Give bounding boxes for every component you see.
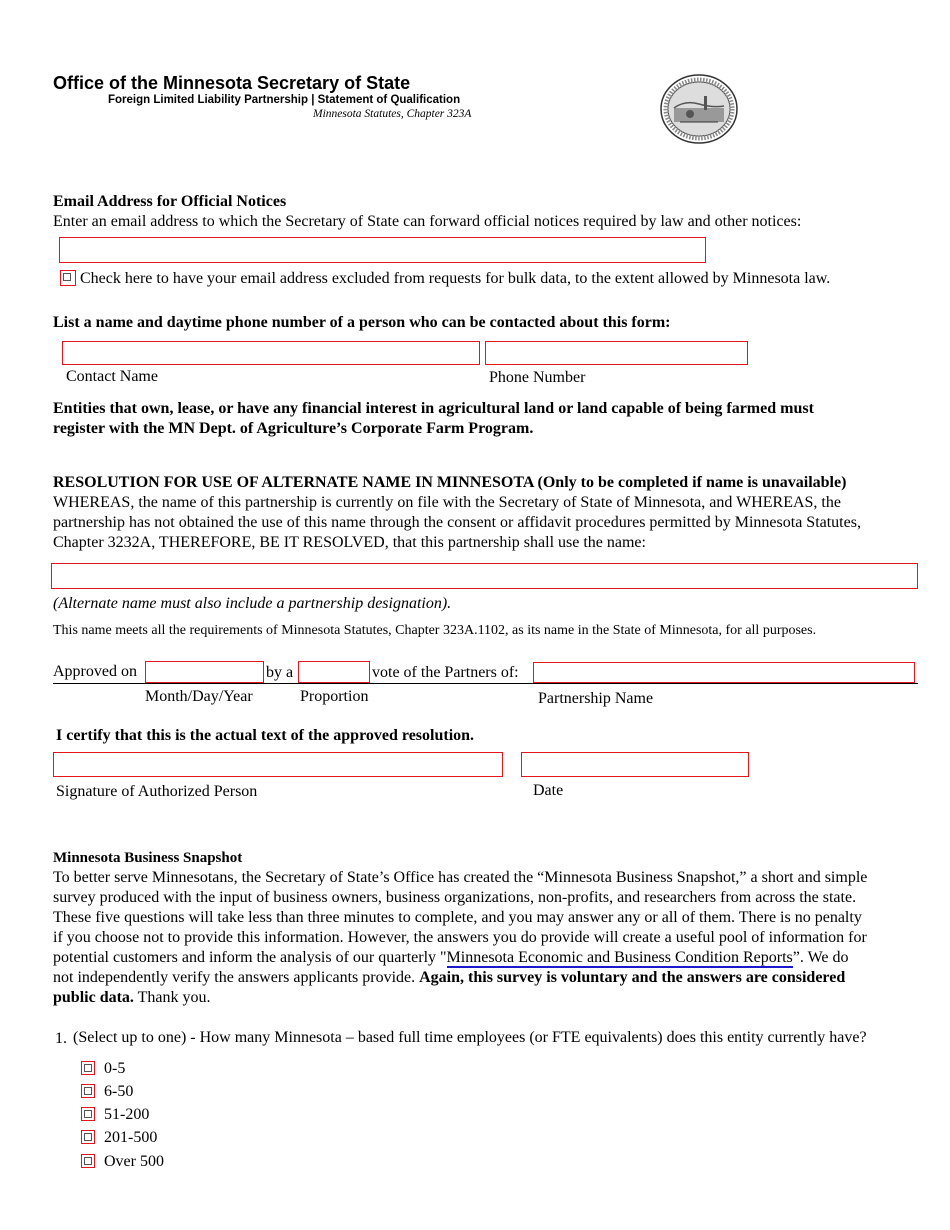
vote-proportion-input[interactable] bbox=[298, 661, 370, 683]
resolution-heading: RESOLUTION FOR USE OF ALTERNATE NAME IN MINNESOTA (Only to be completed if name is unavailable) bbox=[53, 474, 847, 491]
question1-number: 1. bbox=[55, 1030, 67, 1047]
snapshot-line6-plain: not independently verify the answers applicants provide. bbox=[53, 969, 420, 986]
employees-6-50-checkbox[interactable] bbox=[81, 1084, 95, 1098]
snapshot-line7-plain: Thank you. bbox=[133, 989, 211, 1006]
snapshot-line7-bold: public data. bbox=[53, 989, 134, 1006]
contact-heading: List a name and daytime phone number of a person who can be contacted about this form: bbox=[53, 314, 671, 331]
snapshot-line6-bold: Again, this survey is voluntary and the answers are considered bbox=[419, 969, 846, 986]
employees-201-500-checkbox[interactable] bbox=[81, 1130, 95, 1144]
question1-text: (Select up to one) - How many Minnesota – based full time employees (or FTE equivalents) does this entity currently have? bbox=[73, 1029, 867, 1046]
employees-over-500-checkbox[interactable] bbox=[81, 1154, 95, 1168]
agriculture-notice-line2: register with the MN Dept. of Agriculture’s Corporate Farm Program. bbox=[53, 420, 534, 437]
employees-6-50-label: 6-50 bbox=[104, 1083, 134, 1100]
snapshot-line5-after: ”. We do bbox=[792, 949, 849, 966]
snapshot-heading: Minnesota Business Snapshot bbox=[53, 850, 243, 866]
business-condition-reports-link[interactable]: Minnesota Economic and Business Condition Reports bbox=[446, 949, 793, 966]
email-input[interactable] bbox=[59, 237, 706, 263]
requirements-text: This name meets all the requirements of Minnesota Statutes, Chapter 323A.1102, as its name in the State of Minnesota, for all purposes. bbox=[53, 623, 817, 638]
partnership-name-input[interactable] bbox=[533, 662, 915, 683]
proportion-label: Proportion bbox=[300, 688, 369, 705]
alternate-name-note: (Alternate name must also include a partnership designation). bbox=[53, 595, 452, 612]
certify-text: I certify that this is the actual text of the approved resolution. bbox=[56, 727, 475, 744]
signature-date-input[interactable] bbox=[521, 752, 749, 777]
resolution-line1: WHEREAS, the name of this partnership is currently on file with the Secretary of State of Minnesota, and WHEREAS, the bbox=[53, 494, 841, 511]
by-a-label: by a bbox=[266, 664, 294, 681]
snapshot-line6 bbox=[53, 968, 845, 988]
contact-name-label: Contact Name bbox=[66, 368, 158, 385]
state-seal bbox=[660, 74, 738, 144]
bulk-data-exclusion-label: Check here to have your email address excluded from requests for bulk data, to the extent allowed by Minnesota law. bbox=[80, 270, 831, 287]
snapshot-line3: These five questions will take less than three minutes to complete, and you may answer any or all of them. There is no penalty bbox=[53, 909, 862, 926]
snapshot-line2: survey produced with the input of business owners, business organizations, non-profits, and researchers from across the state. bbox=[53, 889, 857, 906]
statute-reference: Minnesota Statutes, Chapter 323A bbox=[313, 108, 472, 120]
employees-0-5-checkbox[interactable] bbox=[81, 1061, 95, 1075]
approved-on-label: Approved on bbox=[53, 663, 137, 680]
snapshot-line1: To better serve Minnesotans, the Secretary of State’s Office has created the “Minnesota Business Snapshot,” a short and simple bbox=[53, 869, 868, 886]
form-title: Foreign Limited Liability Partnership | Statement of Qualification bbox=[108, 94, 461, 106]
snapshot-line7 bbox=[53, 988, 211, 1008]
resolution-line2: partnership has not obtained the use of this name through the consent or affidavit procedures permitted by Minnesota Statutes, bbox=[53, 514, 861, 531]
snapshot-line5 bbox=[53, 948, 848, 968]
signature-input[interactable] bbox=[53, 752, 503, 777]
phone-number-input[interactable] bbox=[485, 341, 748, 365]
office-title: Office of the Minnesota Secretary of State bbox=[53, 73, 411, 93]
snapshot-line4: if you choose not to provide this information. However, the answers you do provide will create a useful pool of information for bbox=[53, 929, 867, 946]
phone-number-label: Phone Number bbox=[489, 369, 586, 386]
snapshot-line5-before: potential customers and inform the analysis of our quarterly " bbox=[53, 949, 447, 966]
resolution-line3: Chapter 3232A, THEREFORE, BE IT RESOLVED, that this partnership shall use the name: bbox=[53, 534, 646, 551]
employees-51-200-checkbox[interactable] bbox=[81, 1107, 95, 1121]
email-instruction: Enter an email address to which the Secretary of State can forward official notices required by law and other notices: bbox=[53, 213, 802, 230]
signature-date-label: Date bbox=[533, 782, 564, 799]
approval-date-input[interactable] bbox=[145, 661, 264, 683]
email-heading: Email Address for Official Notices bbox=[53, 193, 287, 210]
employees-201-500-label: 201-500 bbox=[104, 1129, 158, 1146]
month-day-year-label: Month/Day/Year bbox=[145, 688, 253, 705]
alternate-name-input[interactable] bbox=[51, 563, 918, 589]
partnership-name-label: Partnership Name bbox=[538, 690, 654, 707]
employees-51-200-label: 51-200 bbox=[104, 1106, 150, 1123]
agriculture-notice-line1: Entities that own, lease, or have any financial interest in agricultural land or land capable of being farmed must bbox=[53, 400, 814, 417]
employees-0-5-label: 0-5 bbox=[104, 1060, 126, 1077]
signature-label: Signature of Authorized Person bbox=[56, 783, 258, 800]
approval-line bbox=[53, 683, 918, 684]
vote-of-partners-label: vote of the Partners of: bbox=[372, 664, 519, 681]
bulk-data-exclusion-checkbox[interactable] bbox=[60, 270, 76, 286]
contact-name-input[interactable] bbox=[62, 341, 480, 365]
employees-over-500-label: Over 500 bbox=[104, 1153, 164, 1170]
